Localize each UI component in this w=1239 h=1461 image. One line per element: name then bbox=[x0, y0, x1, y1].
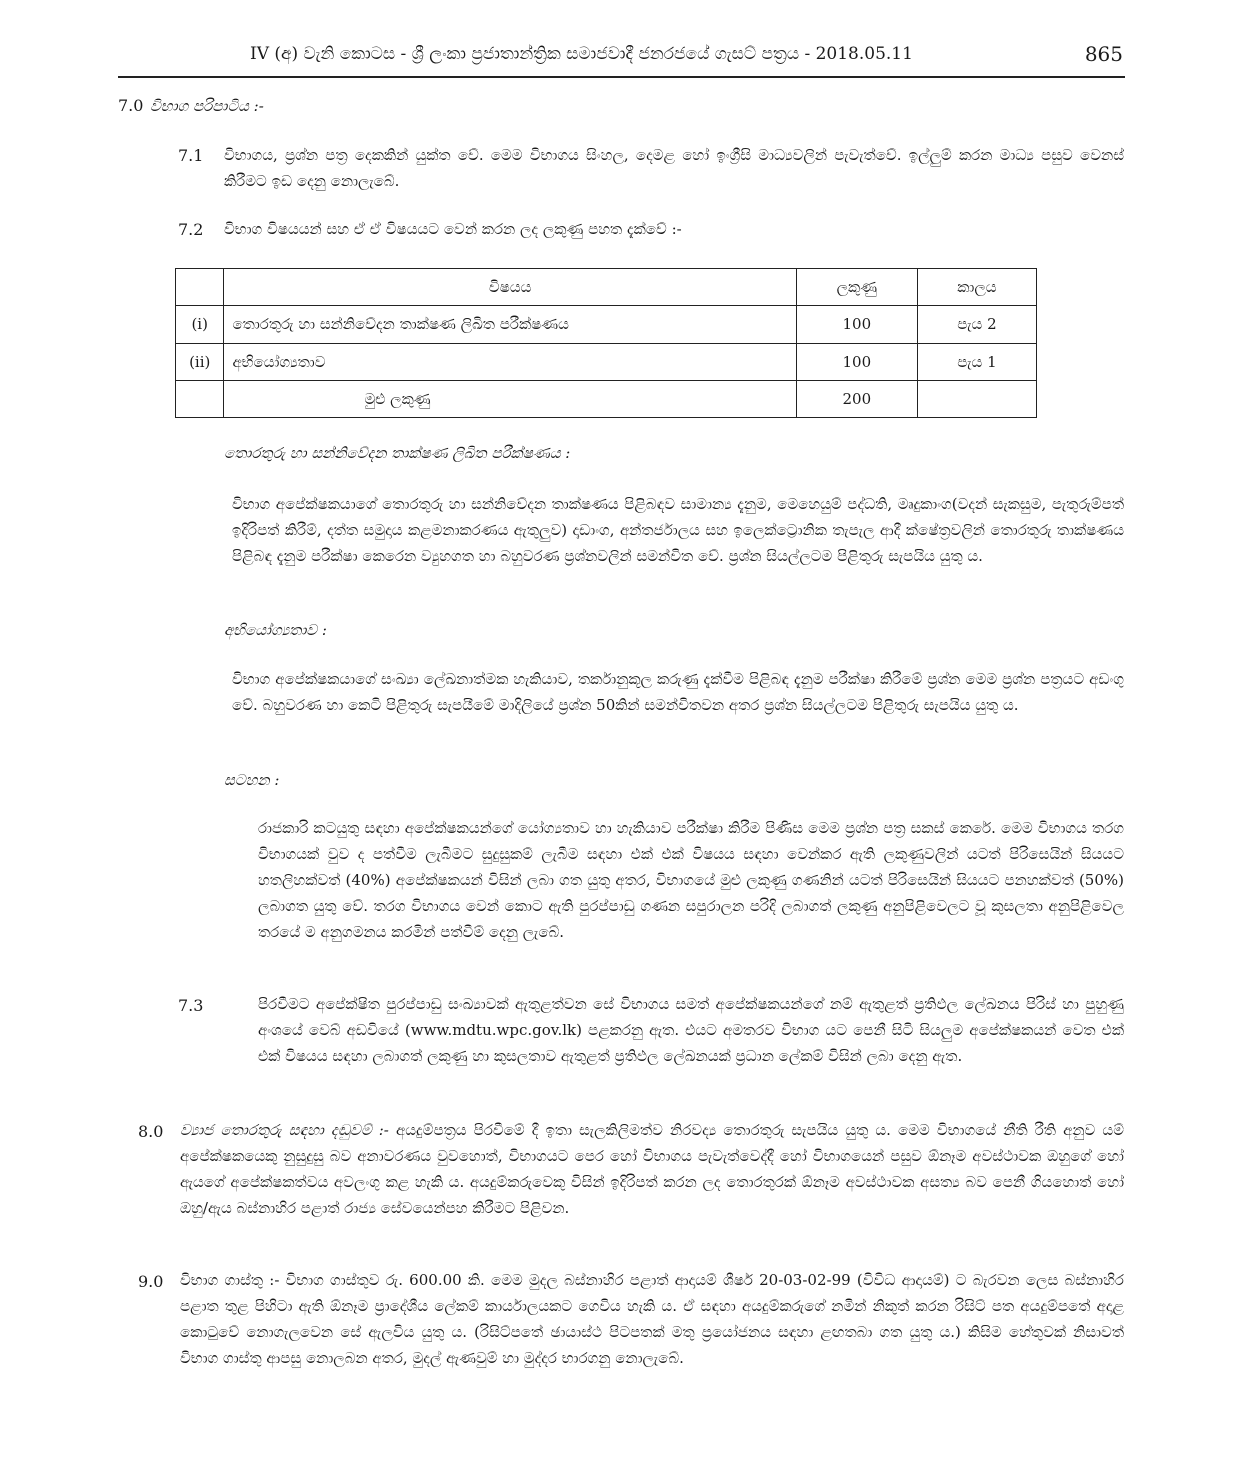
ict-test-text: විභාග අපේක්ෂකයාගේ තොරතුරු හා සන්නිවේදන තාක්ෂණය පිළිබඳව සාමාන්‍ය දැනුම, මෙහෙයුම් පද්ධති, මෘදුකාංග(වදන් සැකසුම, පැතුරුම්පත් ඉදිරිපත් කිරීම්, දත්ත සමුදාය කළමනාකරණය ඇතුලුව) දෘඩාංග, අන්තර්ජාලය සහ ඉලෙක්ට්‍රොනික තැපැල ආදී ක්ෂේත්‍රවලින් තොරතුරු තාක්ෂණය පිළිබඳ දැනුම පරීක්ෂා කෙරෙන ව්‍යුහගත හා බහුවරණ ප්‍රශ්නවලින් සමන්විත වේ. ප්‍රශ්න සියල්ලටම පිළිතුරු සැපයිය යුතු ය. bbox=[232, 495, 1124, 565]
section-8-text: අයදුම්පත්‍රය පිරවීමේ දී ඉතා සැලකිලිමත්ව නිරවද්‍ය තොරතුරු සැපයිය යුතු ය. මෙම විභාගයේ නීති රීති අනුව යම් අපේක්ෂකයෙකු නුසුදුසු බව අනාවරණය වුවහොත්, විභාගයට පෙර හෝ විභාගය පැවැත්වෙද්දී හෝ විභාගයෙන් පසුව ඕනෑම අවස්ථාවක ඔහුගේ හෝ ඇයගේ අපේක්ෂකත්වය අවලංගු කළ හැකි ය. අයදුම්කරුවෙකු විසින් ඉදිරිපත් කරන ලද තොරතුරක් ඕනෑම අවස්ථාවක අසත්‍ය බව පෙනී ගියහොත් හෝ ඔහු/ඇය බස්නාහිර පළාත් රාජ්‍ය සේවයෙන්පහ කිරීමට පිළිවන. bbox=[180, 1121, 1124, 1217]
row-time: පැය 1 bbox=[917, 343, 1036, 380]
section-9-text: විභාග ගාස්තුව රු. 600.00 කි. මෙම මුදල බස්නාහිර පළාත් ආදායම් ශීර්ෂ 20-03-02-99 (විවිධ ආදායම්) ට බැරවන ලෙස බස්නාහිර පළාත තුළ පිහිටා ඇති ඕනෑම ප්‍රාදේශීය ලේකම් කාර්යාලයකට ගෙවිය හැකි ය. ඒ සඳහා අයදුම්කරුගේ නමින් නිකුත් කරන රිසිට් පත අයදුම්පතේ අදාළ කොටුවේ නොගැලවෙන සේ ඇලවිය යුතු ය. (රිසිට්පතේ ඡායාස්ථ පිටපතක් මතු ප්‍රයෝජනය සඳහා ළඟතබා ගත යුතු ය.) කිසිම හේතුවක් නිසාවත් විභාග ගාස්තු ආපසු නොලබන අතර, මුදල් ඇණවුම් හා මුද්දර භාරගනු නොලැබේ. bbox=[180, 1271, 1124, 1367]
section-9-number: 9.0 bbox=[138, 1272, 164, 1291]
subjects-table bbox=[175, 268, 1037, 418]
row-time: පැය 2 bbox=[917, 306, 1036, 343]
total-label: මුළු ලකුණු bbox=[224, 380, 796, 417]
section-7-3-number: 7.3 bbox=[178, 996, 204, 1015]
section-7-1-text: විභාගය, ප්‍රශ්න පත්‍ර දෙකකින් යුක්ත වේ. මෙම විභාගය සිංහල, දෙමළ හෝ ඉංග්‍රීසි මාධ්‍යවලින් පැවැත්වේ. ඉල්ලුම් කරන මාධ්‍ය පසුව වෙනස් කිරීමට ඉඩ දෙනු නොලැබේ. bbox=[224, 146, 1124, 190]
header-divider bbox=[118, 76, 1125, 78]
table-row bbox=[176, 343, 1037, 380]
section-9-title: විභාග ගාස්තු :- bbox=[180, 1271, 280, 1289]
section-7-number: 7.0 bbox=[118, 96, 144, 115]
aptitude-heading: අභියෝග්‍යතාව : bbox=[224, 621, 327, 639]
page-number: 865 bbox=[1084, 42, 1123, 66]
note-heading: සටහන : bbox=[224, 771, 280, 789]
page-header bbox=[120, 40, 1125, 74]
table-header-time: කාලය bbox=[917, 269, 1036, 306]
aptitude-text: විභාග අපේක්ෂකයාගේ සංඛ්‍යා ලේඛනාත්මක හැකියාව, තර්කානුකූල කරුණු දැක්වීම පිළිබඳ දැනුම පරීක්ෂා කිරීමේ ප්‍රශ්න මෙම ප්‍රශ්න පත්‍රයට අඩංගු වේ. බහුවරණ හා කෙටි පිළිතුරු සැපයීමේ මාදිලියේ ප්‍රශ්න 50කින් සමන්විතවන අතර ප්‍රශ්න සියල්ලටම පිළිතුරු සැපයිය යුතු ය. bbox=[232, 670, 1124, 714]
table-row bbox=[176, 306, 1037, 343]
section-7-3-text: පිරවීමට අපේක්ෂිත පුරප්පාඩු සංඛ්‍යාවක් ඇතුළත්වන සේ විභාගය සමත් අපේක්ෂකයන්ගේ නම් ඇතුළත් ප්‍රතිඵල ලේඛනය පිරිස් හා පුහුණු අංශයේ වෙබ් අඩවියේ (www.mdtu.wpc.gov.lk) පළකරනු ඇත. එයට අමතරව විභාග යට පෙනී සිටි සියලුම අපේක්ෂකයන් වෙත එක් එක් විෂයය සඳහා ලබාගත් ලකුණු හා කුසලතාව ඇතුළත් ප්‍රතිඵල ලේඛනයක් ප්‍රධාන ලේකම් විසින් ලබා දෙනු ඇත. bbox=[258, 995, 1124, 1065]
section-7-1-number: 7.1 bbox=[178, 146, 204, 165]
section-8-paragraph bbox=[180, 1117, 1124, 1221]
row-index: (ii) bbox=[176, 343, 224, 380]
table-total-row bbox=[176, 380, 1037, 417]
section-9-paragraph bbox=[180, 1267, 1124, 1371]
section-8-title: ව්‍යාජ තොරතුරු සඳහා දඬුවම් :- bbox=[180, 1121, 389, 1139]
row-marks: 100 bbox=[796, 343, 917, 380]
table-header-marks: ලකුණු bbox=[796, 269, 917, 306]
row-marks: 100 bbox=[796, 306, 917, 343]
total-marks: 200 bbox=[796, 380, 917, 417]
table-header-row bbox=[176, 269, 1037, 306]
section-7-2-text: විභාග විෂයයන් සහ ඒ ඒ විෂයයට වෙන් කරන ලද ලකුණු පහත දැක්වේ :- bbox=[224, 220, 682, 238]
row-subject: අභියෝග්‍යතාව bbox=[224, 343, 796, 380]
ict-test-heading: තොරතුරු හා සන්නිවේදන තාක්ෂණ ලිඛිත පරීක්ෂණය : bbox=[224, 444, 571, 462]
row-subject: තොරතුරු හා සන්නිවේදන තාක්ෂණ ලිඛිත පරීක්ෂණය bbox=[224, 306, 796, 343]
section-8-number: 8.0 bbox=[138, 1122, 164, 1141]
note-text: රාජකාරි කටයුතු සඳහා අපේක්ෂකයන්ගේ යෝග්‍යතාව හා හැකියාව පරීක්ෂා කිරීම පිණිස මෙම ප්‍රශ්න පත්‍ර සකස් කෙරේ. මෙම විභාගය තරග විභාගයක් වුව ද පත්වීම ලැබීමට සුදුසුකම් ලැබීම සඳහා එක් එක් විෂයය සඳහා වෙන්කර ඇති ලකුණුවලින් යටත් පිරිසෙයින් සියයට හතලිහක්වත් (40%) අපේක්ෂකයන් විසින් ලබා ගත යුතු අතර, විභාගයේ මුළු ලකුණු ගණනින් යටත් පිරිසෙයින් සියයට පනහක්වත් (50%) ලබාගත යුතු වේ. තරග විභාගය වෙන් කොට ඇති පුරප්පාඩු ගණන සපුරාලන පරිදි ලබාගත් ලකුණු අනුපිළිවෙලට වූ කුසලතා අනුපිළිවෙල තරයේ ම අනුගමනය කරමින් පත්වීම් දෙනු ලැබේ. bbox=[258, 819, 1124, 941]
table-header-subject: විෂයය bbox=[224, 269, 796, 306]
section-7-title: විභාග පරිපාටිය :- bbox=[150, 97, 264, 115]
table-header-index bbox=[176, 269, 224, 306]
header-title: IV (අ) වැනි කොටස - ශ්‍රී ලංකා ප්‍රජාතාන්ත්‍රික සමාජවාදී ජනරජයේ ගැසට් පත්‍රය - 2018.05.11 bbox=[250, 44, 913, 64]
section-7-2-number: 7.2 bbox=[178, 220, 204, 239]
row-index: (i) bbox=[176, 306, 224, 343]
